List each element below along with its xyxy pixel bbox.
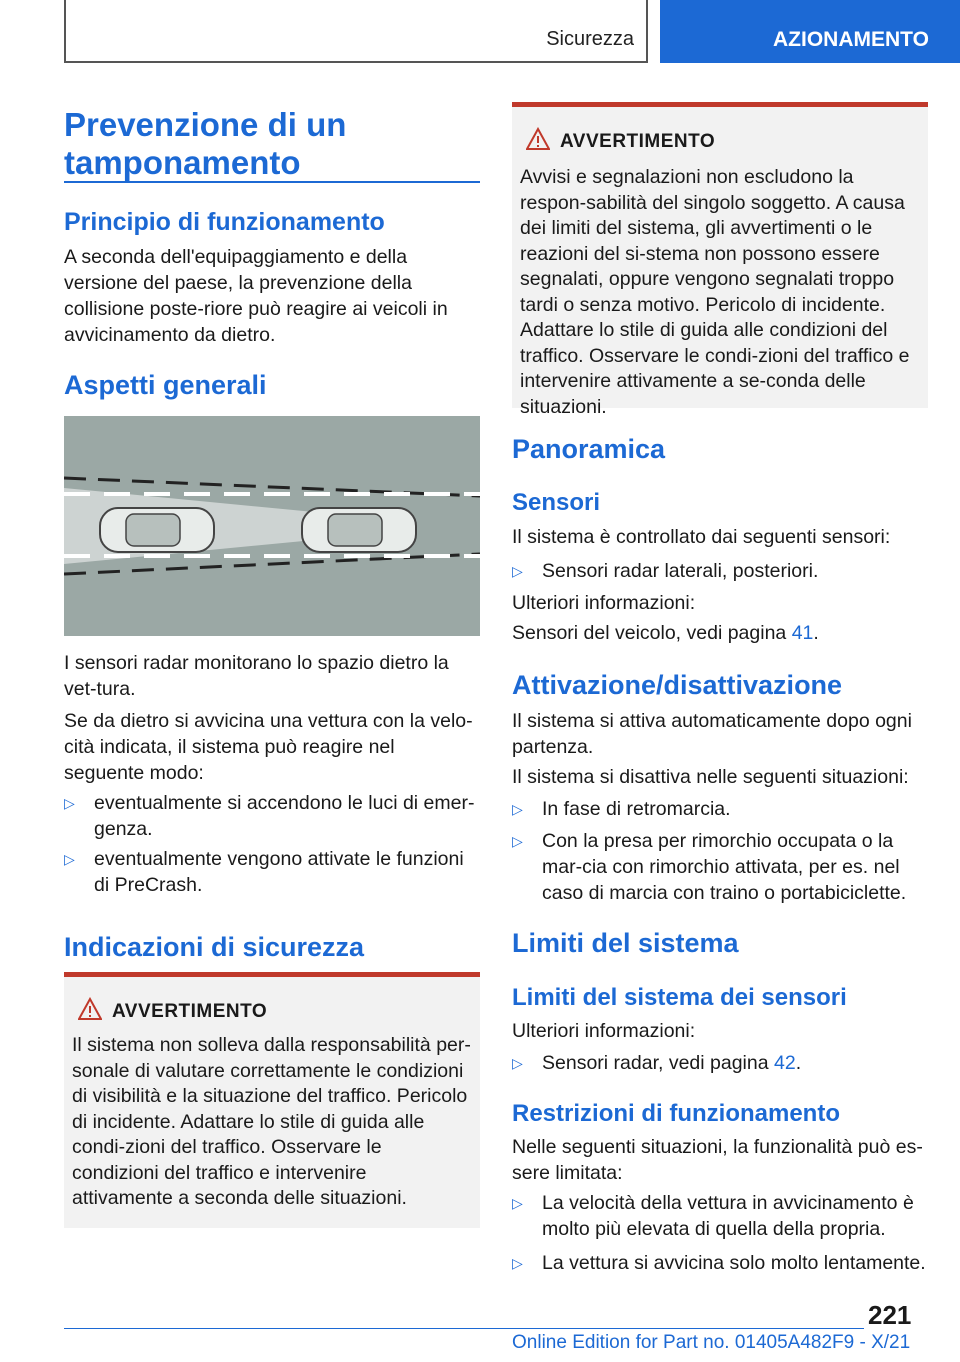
ulteriori-label: Ulteriori informazioni: bbox=[512, 592, 696, 614]
bullet-triangle-icon: ▷ bbox=[64, 851, 75, 867]
list-item: ▷ eventualmente vengono attivate le funzioni di PreCrash. bbox=[64, 848, 464, 896]
warning-text: Avvisi e segnalazioni non escludono la respon-sabilità del singolo soggetto. A causa dei limiti del sistema, gli avvertimenti o le reazioni del si-stema non possono essere segnalati, oppure vengono segnalati troppo tardi o senza motivo. Pericolo di incidente. Adattare lo stile di guida alle condizioni del traffico. Osservare le condi-zioni del traffico e intervenire attivamente a se-conda delle situazioni. bbox=[520, 166, 910, 418]
page-title-line1: Prevenzione di un bbox=[64, 106, 347, 143]
page-title-line2: tamponamento bbox=[64, 144, 301, 181]
bullet-triangle-icon: ▷ bbox=[512, 563, 523, 579]
list-item: ▷ Sensori radar laterali, posteriori. bbox=[512, 560, 819, 582]
warning-text: Il sistema non solleva dalla responsabilità per-sonale di valutare correttamente le condizioni di visibilità e la situazione del traffico. Pericolo di incidente. Adattare lo stile di guida alle condi-zioni del traffico. Osservare le condizioni del traffico e intervenire attivamente a seconda delle situazioni. bbox=[72, 1034, 471, 1209]
page-link-41[interactable]: 41 bbox=[791, 622, 814, 644]
title-divider bbox=[64, 181, 480, 183]
page-link-42[interactable]: 42 bbox=[773, 1052, 796, 1074]
list-item: ▷ In fase di retromarcia. bbox=[512, 798, 731, 820]
warning-box-left bbox=[64, 972, 480, 1228]
rear-car-icon bbox=[100, 508, 214, 552]
list-item: ▷ Sensori radar, vedi pagina 42. bbox=[512, 1052, 802, 1074]
warning-title: AVVERTIMENTO bbox=[560, 131, 716, 152]
edition-note: Online Edition for Part no. 01405A482F9 - X/21 bbox=[512, 1332, 911, 1353]
header-chapter-tab bbox=[660, 0, 960, 63]
warning-triangle-icon bbox=[526, 127, 550, 151]
radar-illustration-svg bbox=[64, 416, 480, 636]
footer-divider bbox=[64, 1328, 864, 1329]
ulteriori-label-2: Ulteriori informazioni: bbox=[512, 1020, 696, 1042]
heading-limiti-sensori: Limiti del sistema dei sensori bbox=[512, 984, 847, 1011]
sensori-text: Il sistema è controllato dai seguenti sensori: bbox=[512, 526, 891, 548]
list-item: ▷ La velocità della vettura in avvicinamento è molto più elevata di quella della propria. bbox=[512, 1192, 914, 1240]
list-item: ▷ La vettura si avvicina solo molto lentamente. bbox=[512, 1252, 926, 1274]
header-section-tab bbox=[64, 0, 648, 63]
header-chapter-label: AZIONAMENTO bbox=[773, 28, 929, 51]
bullet-triangle-icon: ▷ bbox=[512, 1195, 523, 1211]
disattivazione-text: Il sistema si disattiva nelle seguenti situazioni: bbox=[512, 766, 909, 788]
bullet-triangle-icon: ▷ bbox=[512, 801, 523, 817]
warning-title: AVVERTIMENTO bbox=[112, 1001, 268, 1022]
radar-illustration bbox=[64, 416, 480, 636]
heading-aspetti: Aspetti generali bbox=[64, 370, 267, 400]
heading-limiti: Limiti del sistema bbox=[512, 928, 739, 958]
attivazione-text: Il sistema si attiva automaticamente dopo ogni partenza. bbox=[512, 710, 912, 758]
sensori-reference: Sensori del veicolo, vedi pagina 41. bbox=[512, 622, 819, 644]
page-number: 221 bbox=[868, 1300, 912, 1330]
heading-panoramica: Panoramica bbox=[512, 434, 666, 464]
warning-box-right bbox=[512, 102, 928, 418]
bullet-triangle-icon: ▷ bbox=[512, 833, 523, 849]
heading-principio: Principio di funzionamento bbox=[64, 208, 385, 236]
radar-description: I sensori radar monitorano lo spazio dietro la vet-tura. bbox=[64, 652, 449, 700]
heading-sensori: Sensori bbox=[512, 489, 601, 516]
heading-sicurezza: Indicazioni di sicurezza bbox=[64, 932, 365, 962]
principio-text: A seconda dell'equipaggiamento e della versione del paese, la prevenzione della collisione poste-riore può reagire ai veicoli in avvicinamento da dietro. bbox=[64, 246, 448, 346]
restrizioni-text: Nelle seguenti situazioni, la funzionalità può es-sere limitata: bbox=[512, 1136, 923, 1184]
list-item: ▷ eventualmente si accendono le luci di emer-genza. bbox=[64, 792, 475, 840]
warning-triangle-icon bbox=[78, 997, 102, 1021]
header-section-label: Sicurezza bbox=[546, 28, 634, 50]
front-car-icon bbox=[302, 508, 416, 552]
heading-attivazione: Attivazione/disattivazione bbox=[512, 670, 843, 700]
list-item: ▷ Con la presa per rimorchio occupata o la mar-cia con rimorchio attivata, per es. nel caso di marcia con traino o portabiciclette. bbox=[512, 830, 907, 904]
bullet-triangle-icon: ▷ bbox=[64, 795, 75, 811]
heading-restrizioni: Restrizioni di funzionamento bbox=[512, 1100, 840, 1127]
bullet-triangle-icon: ▷ bbox=[512, 1055, 523, 1071]
page-title bbox=[64, 106, 346, 182]
bullet-triangle-icon: ▷ bbox=[512, 1255, 523, 1271]
reaction-intro: Se da dietro si avvicina una vettura con la velo-cità indicata, il sistema può reagire nel seguente modo: bbox=[64, 710, 473, 784]
